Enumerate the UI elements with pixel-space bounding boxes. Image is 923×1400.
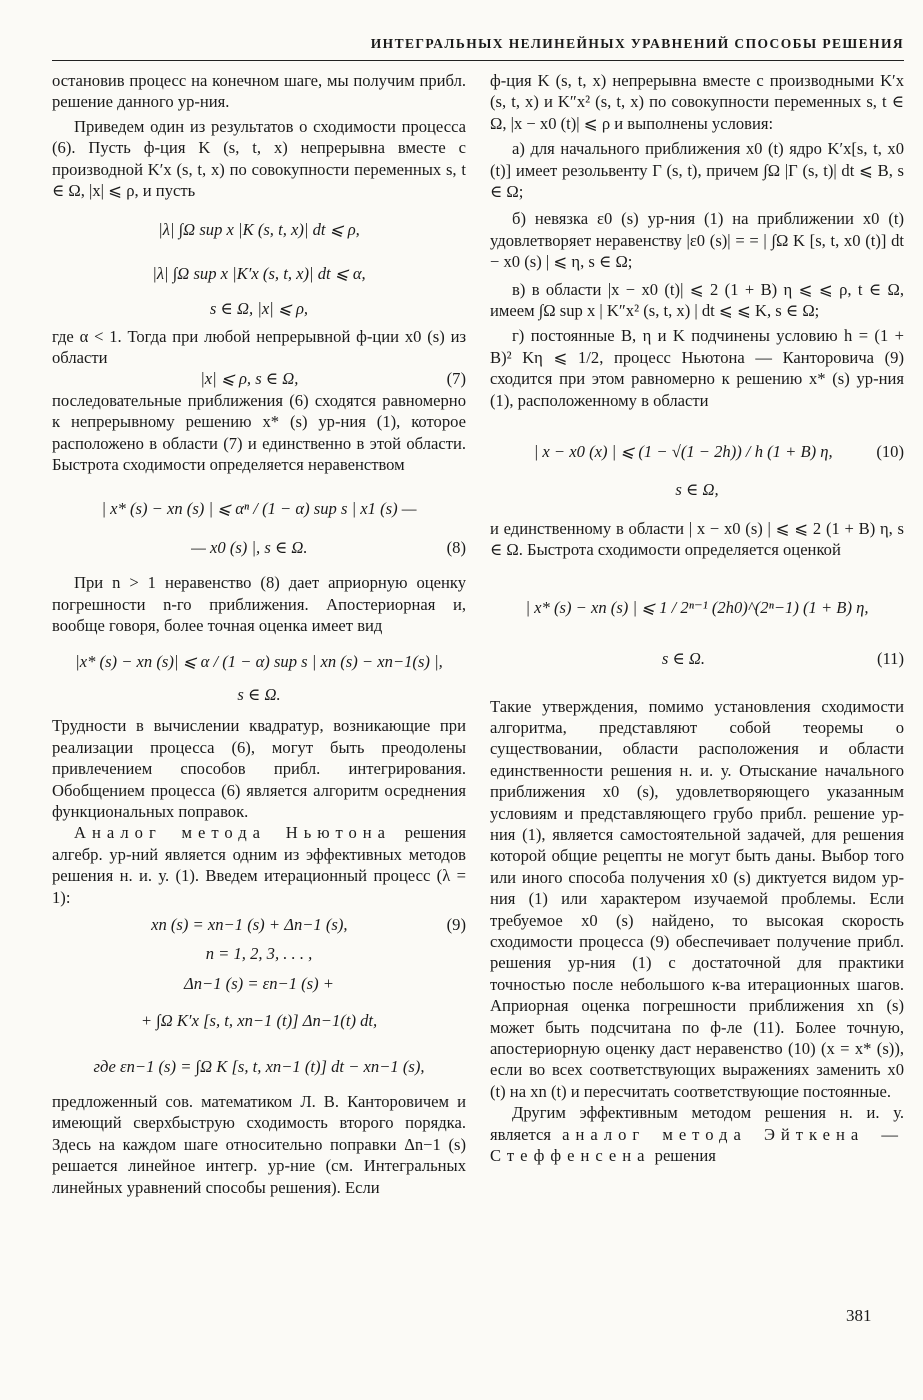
equation-row	[490, 441, 904, 462]
formula: + ∫Ω K′x [s, t, xn−1 (t)] Δn−1(t) dt,	[140, 1011, 378, 1031]
paragraph: При n > 1 неравенство (8) дает априорную оценку погрешности n-го приближения. Апостериорная и, вообще говоря, более точная оценка имеет вид	[52, 573, 466, 636]
formula: | x − x0 (x) | ⩽ (1 − √(1 − 2h)) / h (1 + B) η,	[533, 442, 833, 462]
equation-row	[52, 537, 466, 558]
formula: s ∈ Ω.	[661, 649, 706, 669]
formula: где εn−1 (s) = ∫Ω K [s, t, xn−1 (t)] dt − xn−1 (s),	[93, 1056, 425, 1076]
term-spaced: Аналог метода Ньютона	[74, 823, 392, 843]
formula: |x| ⩽ ρ, s ∈ Ω,	[200, 369, 299, 389]
formula: |λ| ∫Ω sup x |K (s, t, x)| dt ⩽ ρ,	[158, 220, 360, 240]
paragraph: предложенный сов. математиком Л. В. Канторовичем и имеющий сверхбыструю сходимость второго порядка. Здесь на каждом шаге относительно поправки Δn−1 (s) решается линейное интегр. ур-ние (см. Интегральных линейных уравнений способы решения). Если	[52, 1092, 466, 1197]
equation-number: (7)	[446, 369, 466, 389]
formula: s ∈ Ω, |x| ⩽ ρ,	[209, 299, 309, 319]
paragraph-text: Другим эффективным методом решения н. и. у. является	[490, 1103, 904, 1144]
paragraph: последовательные приближения (6) сходятся равномерно к непрерывному решению x* (s) ур-ния (1), которое расположено в области (7) и единственно в этой области. Быстрота сходимости определяется неравенством	[52, 390, 466, 475]
equation-row	[52, 368, 466, 389]
equation-number: (9)	[446, 915, 466, 934]
paragraph	[52, 822, 466, 908]
formula: s ∈ Ω.	[237, 684, 281, 704]
term-spaced: аналог метода Эйткена — Стеффенсена	[490, 1124, 904, 1166]
paragraph: Такие утверждения, помимо установления сходимости алгоритма, представляют собой теоремы о существовании, области расположения и области единственности решения н. и. у. Отыскание начального приближения x0 (s), удовлетворяющего указанным условиям и представляющего грубо прибл. решение ур-ния (1), является самостоятельной задачей, для решения которой общие рецепты не могут быть даны. Выбор того или иного способа получения x0 (s) диктуется видом ур-ния (1) или характером изучаемой проблемы. Если требуемое x0 (s) найдено, то высокая скорость сходимости процесса (9) обеспечивает получение прибл. решения ур-ния (1) с достаточной для практики точностью после небольшого к-ва итерационных шагов. Априорная оценка погрешности приближения xn (s) может быть подсчитана по ф-ле (11). Более точную, апостериорную оценку даст неравенство (10) (x = x* (s)), если во всех соответствующих выражениях заменить x0 (t) на xn (t) и пересчитать соответствующие постоянные.	[490, 696, 904, 1101]
equation-number: (10)	[876, 442, 904, 462]
equation-row	[52, 914, 466, 935]
formula: xn (s) = xn−1 (s) + Δn−1 (s),	[151, 915, 348, 934]
equation-row	[490, 648, 904, 669]
paragraph: ф-ция K (s, t, x) непрерывна вместе с производными K′x (s, t, x) и K″x² (s, t, x) по совокупности переменных s, t ∈ Ω, |x − x0 (t)| ⩽ ρ и выполнены условия:	[490, 71, 904, 133]
paragraph: г) постоянные B, η и K подчинены условию h = (1 + B)² Kη ⩽ 1/2, процесс Ньютона — Канторовича (9) сходится при этом равномерно к решению x* (s) ур-ния (1), расположенному в области	[490, 326, 904, 410]
paragraph: Трудности в вычислении квадратур, возникающие при реализации процесса (6), могут быть преодолены привлечением способов прибл. интегрирования. Обобщением процесса (6) является алгоритм осреднения функциональных поправок.	[52, 716, 466, 821]
running-header: ИНТЕГРАЛЬНЫХ НЕЛИНЕЙНЫХ УРАВНЕНИЙ СПОСОБЫ РЕШЕНИЯ	[370, 36, 904, 51]
paragraph: б) невязка ε0 (s) ур-ния (1) на приближении x0 (t) удовлетворяет неравенству |ε0 (s)| = = | ∫Ω K [s, t, x0 (t)] dt − x0 (s) | ⩽ η, s ∈ Ω;	[490, 209, 904, 272]
left-column	[52, 70, 466, 1198]
paragraph: и единственному в области | x − x0 (s) | ⩽ ⩽ 2 (1 + B) η, s ∈ Ω. Быстрота сходимости определяется оценкой	[490, 518, 904, 560]
formula: Δn−1 (s) = εn−1 (s) +	[183, 973, 335, 993]
header-rule	[52, 60, 904, 61]
paragraph: где α < 1. Тогда при любой непрерывной ф-ции x0 (s) из области	[52, 326, 466, 368]
paragraph: в) в области |x − x0 (t)| ⩽ 2 (1 + B) η ⩽ ⩽ ρ, t ∈ Ω, имеем ∫Ω sup x | K″x² (s, t, x) | dt ⩽ ⩽ K, s ∈ Ω;	[490, 279, 904, 321]
formula: | x* (s) − xn (s) | ⩽ αⁿ / (1 − α) sup s | x1 (s) —	[101, 498, 417, 518]
formula: n = 1, 2, 3, . . . ,	[205, 944, 313, 964]
formula: |λ| ∫Ω sup x |K′x (s, t, x)| dt ⩽ α,	[152, 263, 366, 283]
equation-number: (8)	[446, 537, 466, 557]
paragraph-text: решения алгебр. ур-ний является одним из эффективных методов решения н. и. у. (1). Введем итерационный процесс (λ = 1):	[52, 823, 466, 907]
paragraph: Приведем один из результатов о сходимости процесса (6). Пусть ф-ция K (s, t, x) непрерывна вместе с производной K′x (s, t, x) по совокупности переменных s, t ∈ Ω, |x| ⩽ ρ, и пусть	[52, 116, 466, 201]
formula: — x0 (s) |, s ∈ Ω.	[191, 537, 308, 557]
paragraph: остановив процесс на конечном шаге, мы получим прибл. решение данного ур-ния.	[52, 71, 466, 112]
paragraph-text: решения	[650, 1146, 716, 1166]
formula: | x* (s) − xn (s) | ⩽ 1 / 2ⁿ⁻¹ (2h0)^(2ⁿ−1) (1 + B) η,	[525, 597, 869, 617]
equation-number: (11)	[876, 649, 904, 669]
paragraph	[490, 1102, 904, 1166]
page-number: 381	[846, 1306, 872, 1325]
formula: |x* (s) − xn (s)| ⩽ α / (1 − α) sup s | xn (s) − xn−1(s) |,	[75, 651, 443, 671]
formula: s ∈ Ω,	[675, 479, 719, 499]
right-column	[490, 70, 904, 1166]
paragraph: а) для начального приближения x0 (t) ядро K′x[s, t, x0 (t)] имеет резольвенту Γ (s, t), причем ∫Ω |Γ (s, t)| dt ⩽ B, s ∈ Ω;	[490, 139, 904, 202]
